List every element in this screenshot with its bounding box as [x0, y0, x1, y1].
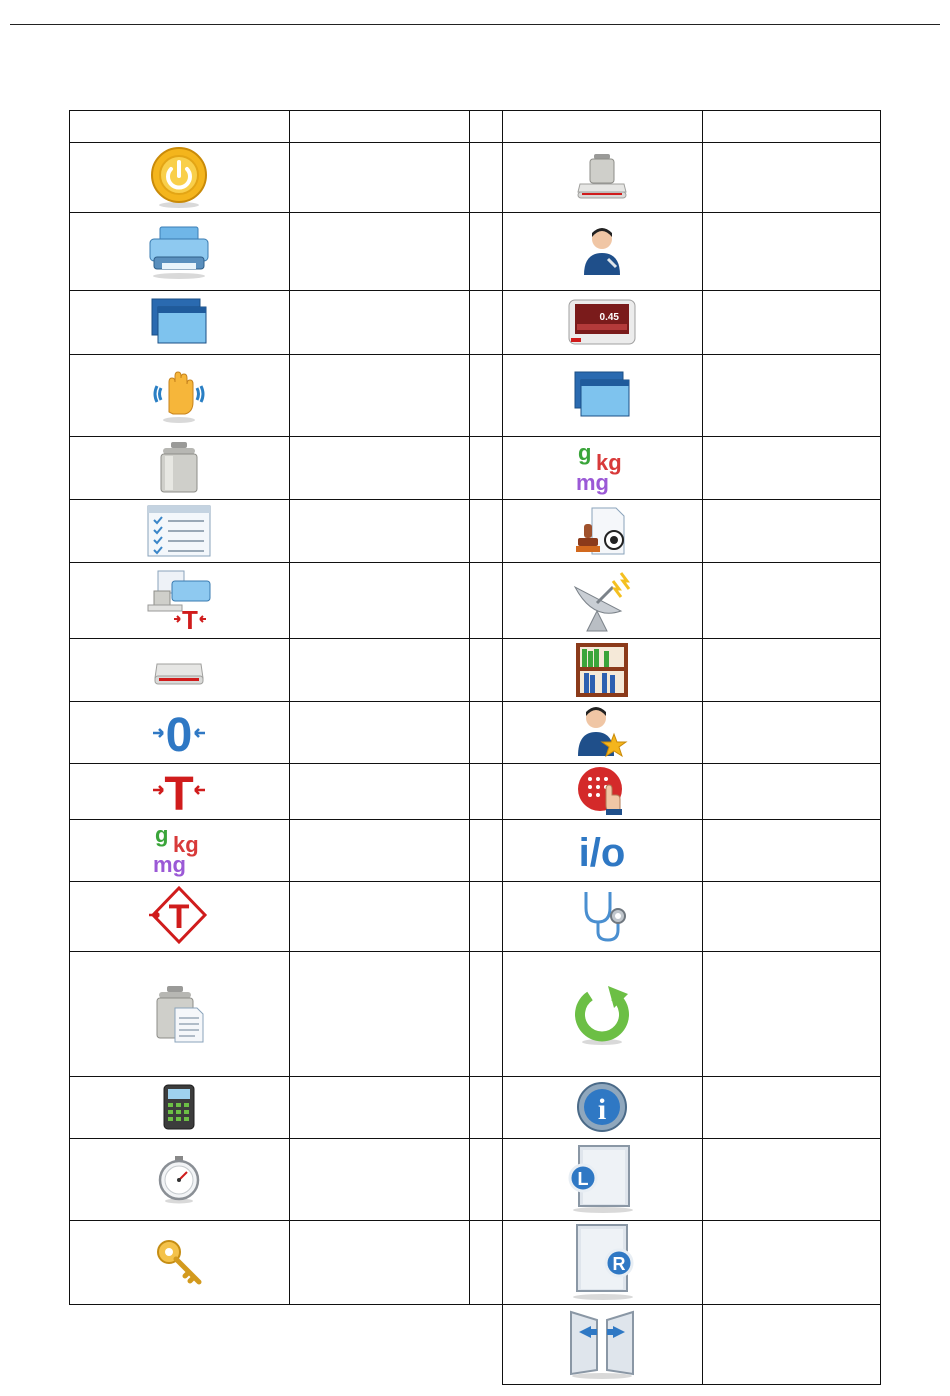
- balance-display-icon: [567, 298, 637, 346]
- left-header-icon-cell: [69, 110, 290, 143]
- spacer-cell: [469, 290, 503, 355]
- right-desc-cell: [702, 499, 881, 563]
- spacer-cell: [469, 354, 503, 437]
- spacer-cell: [469, 562, 503, 639]
- windows-icon: [148, 297, 210, 347]
- tare-letter: T: [182, 605, 198, 631]
- right-desc-cell: [702, 881, 881, 952]
- left-desc-cell: [289, 436, 470, 500]
- spacer-cell: [469, 1076, 503, 1139]
- left-desc-cell: [289, 142, 470, 213]
- spacer-cell: [469, 499, 503, 563]
- calculator-icon: [162, 1083, 196, 1131]
- right-desc-cell: [702, 1076, 881, 1139]
- scale-pan-icon: [151, 652, 207, 688]
- unit-mg: mg: [576, 470, 609, 495]
- left-desc-cell: [289, 212, 470, 291]
- right-header-icon-cell: [502, 110, 703, 143]
- zero-icon: [151, 707, 207, 757]
- stamp-document-icon: [576, 504, 628, 558]
- left-desc-cell: [289, 638, 470, 702]
- unit-kg: kg: [596, 450, 622, 475]
- spacer-cell: [469, 1138, 503, 1221]
- right-desc-cell: [702, 436, 881, 500]
- weight-document-icon: [153, 984, 205, 1044]
- hand-proximity-icon: [151, 366, 207, 424]
- left-desc-cell: [289, 701, 470, 764]
- info-label: i: [597, 1093, 607, 1126]
- left-desc-cell: [289, 819, 470, 882]
- balance-weight-icon: [574, 152, 630, 202]
- right-desc-cell: [702, 763, 881, 820]
- key-icon: [155, 1238, 203, 1286]
- preset-tare-label: T: [168, 898, 190, 936]
- right-desc-cell: [702, 354, 881, 437]
- spacer-cell: [469, 436, 503, 500]
- spacer-cell: [469, 142, 503, 213]
- left-desc-cell: [289, 354, 470, 437]
- left-door-icon: [567, 1144, 637, 1214]
- unit-kg: kg: [173, 832, 199, 857]
- right-desc-cell: [702, 212, 881, 291]
- right-door-icon: [567, 1223, 637, 1301]
- left-desc-cell: [289, 499, 470, 563]
- left-desc-cell: [289, 881, 470, 952]
- header-rule: [10, 24, 940, 25]
- print-tare-scale-icon: [146, 569, 212, 631]
- spacer-cell: [469, 819, 503, 882]
- left-desc-cell: [289, 1220, 470, 1305]
- left-desc-cell: [289, 1138, 470, 1221]
- right-desc-cell: [702, 819, 881, 882]
- reset-arrow-icon: [570, 982, 634, 1046]
- right-desc-cell: [702, 638, 881, 702]
- spacer-cell: [469, 763, 503, 820]
- right-desc-cell: [702, 1304, 881, 1385]
- printer-icon: [146, 223, 212, 279]
- stethoscope-icon: [576, 888, 628, 944]
- user-star-icon: [576, 704, 628, 760]
- right-label: R: [612, 1254, 626, 1274]
- power-icon: [149, 145, 209, 209]
- keypad-touch-icon: [576, 765, 628, 817]
- right-desc-cell: [702, 562, 881, 639]
- checklist-icon: [146, 504, 212, 558]
- spacer-cell: [469, 951, 503, 1077]
- tare-icon: [151, 766, 207, 816]
- units-icon: [574, 440, 630, 496]
- unit-g: g: [155, 822, 169, 847]
- spacer-cell: [469, 110, 503, 143]
- left-desc-cell: [289, 1076, 470, 1139]
- satellite-dish-icon: [569, 567, 635, 633]
- spacer-cell: [469, 212, 503, 291]
- service-user-icon: [582, 225, 622, 277]
- doors-open-icon: [567, 1308, 637, 1380]
- right-desc-cell: [702, 1220, 881, 1305]
- right-desc-cell: [702, 290, 881, 355]
- unit-g: g: [578, 440, 592, 465]
- library-bookshelf-icon: [574, 641, 630, 699]
- windows-icon: [571, 370, 633, 420]
- weight-icon: [157, 440, 201, 496]
- preset-tare-icon: [149, 885, 209, 947]
- spacer-cell: [469, 638, 503, 702]
- right-desc-cell: [702, 1138, 881, 1221]
- tare-label: T: [164, 768, 194, 816]
- spacer-cell: [469, 1220, 503, 1305]
- left-desc-cell: [289, 763, 470, 820]
- right-desc-cell: [702, 951, 881, 1077]
- spacer-cell: [469, 881, 503, 952]
- right-desc-cell: [702, 142, 881, 213]
- right-header-desc-cell: [702, 110, 881, 143]
- right-desc-cell: [702, 701, 881, 764]
- io-icon: [572, 828, 632, 872]
- spacer-cell: [469, 701, 503, 764]
- left-desc-cell: [289, 562, 470, 639]
- left-desc-cell: [289, 290, 470, 355]
- unit-mg: mg: [153, 852, 186, 877]
- info-icon: [576, 1081, 628, 1133]
- io-label: i/o: [578, 831, 626, 872]
- stopwatch-icon: [156, 1154, 202, 1204]
- left-desc-cell: [289, 951, 470, 1077]
- display-reading: 0.45: [599, 312, 619, 323]
- units-icon: [151, 822, 207, 878]
- zero-label: 0: [165, 709, 193, 757]
- left-label: L: [577, 1169, 589, 1189]
- left-header-desc-cell: [289, 110, 470, 143]
